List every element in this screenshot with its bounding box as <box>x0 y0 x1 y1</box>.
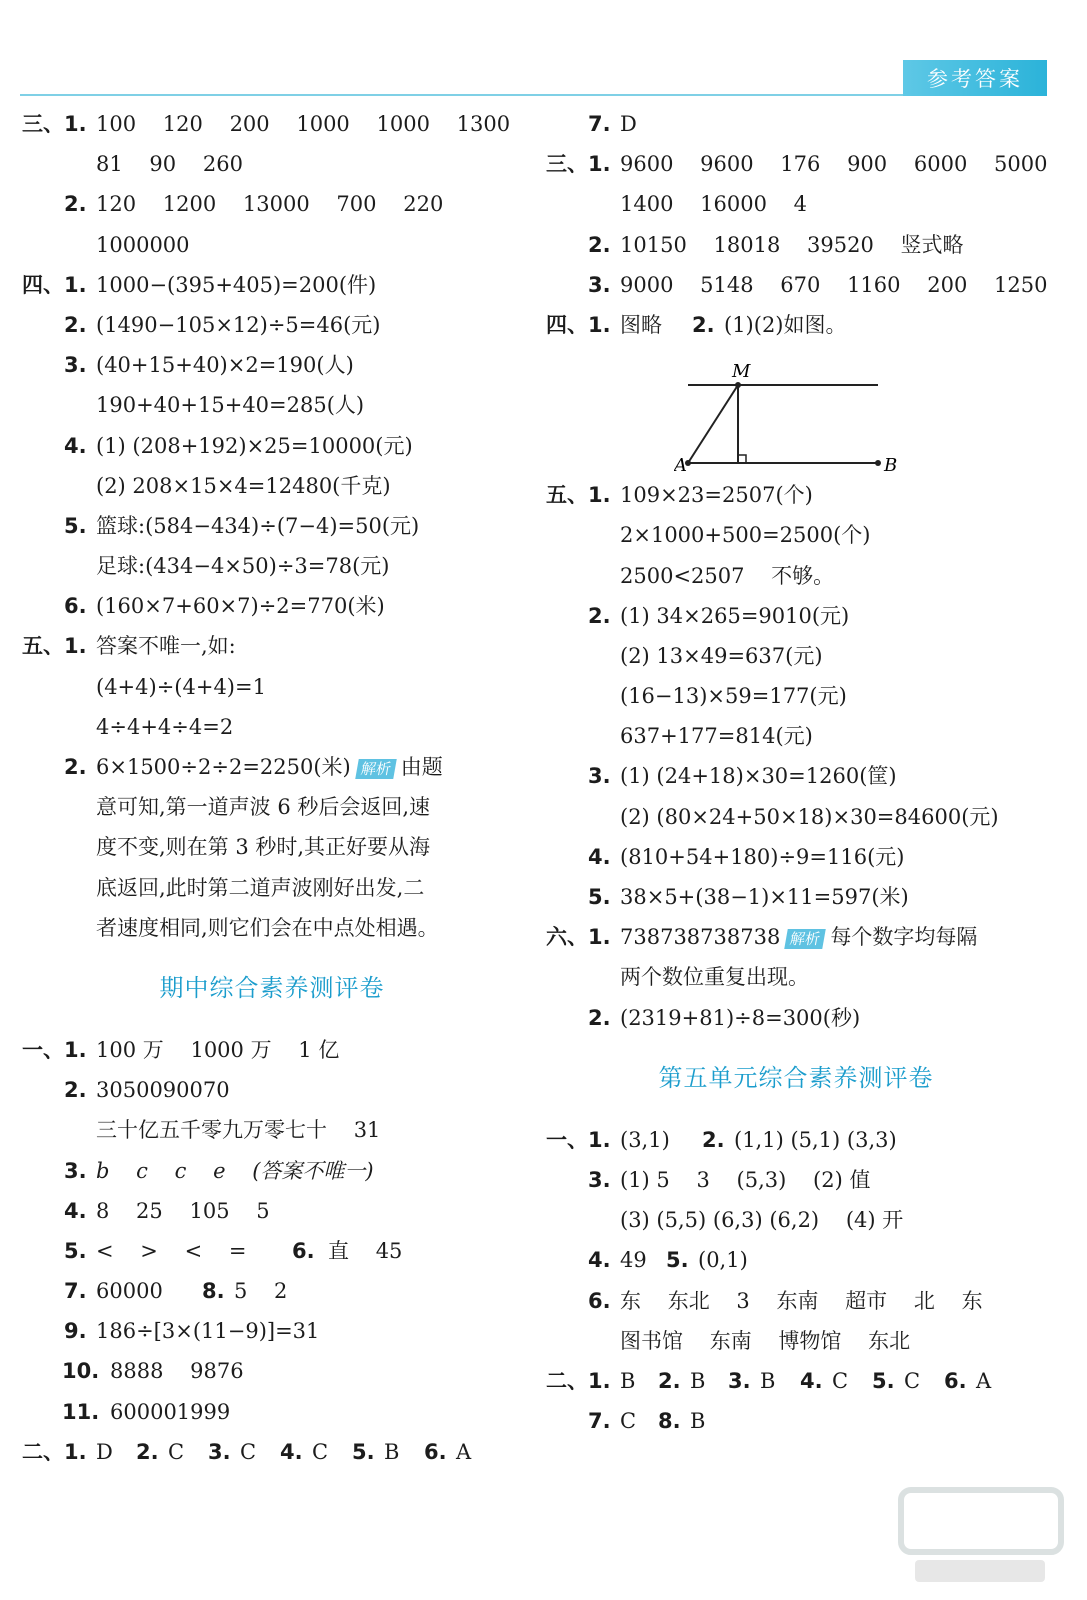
question-number: 3. <box>208 1439 231 1464</box>
answer-line <box>22 707 522 747</box>
question-number: 5. <box>64 513 87 538</box>
answer-line <box>22 827 522 867</box>
answer-text: b c c e (答案不唯一) <box>96 1158 374 1183</box>
question-number: 5. <box>588 885 611 909</box>
answer-text: 38×5+(38−1)×11=597(米) <box>620 885 909 909</box>
question-number: 3. <box>588 764 611 789</box>
answer-line <box>22 265 522 305</box>
question-number: 4. <box>280 1439 303 1464</box>
question-number: 3. <box>588 272 611 297</box>
answer-text: D <box>96 1439 113 1464</box>
watermark-logo <box>895 1480 1070 1590</box>
answer-text: (810+54+180)÷9=116(元) <box>620 844 905 869</box>
question-number: 8. <box>658 1409 681 1434</box>
answer-text: 3050090070 <box>96 1078 230 1103</box>
answer-line <box>546 1401 1046 1441</box>
answer-text: (3,1) <box>620 1127 670 1152</box>
section-number: 四、 <box>546 312 588 337</box>
section-number: 五、 <box>22 634 64 659</box>
question-number: 6. <box>64 594 87 619</box>
answer-line <box>546 104 1046 144</box>
question-number: 1. <box>64 1037 87 1062</box>
question-number: 2. <box>64 1078 87 1103</box>
question-number: 1. <box>588 1368 611 1393</box>
answer-line <box>546 475 1046 515</box>
answer-text: (4+4)÷(4+4)=1 <box>96 674 266 699</box>
answer-line <box>22 868 522 908</box>
answer-line <box>546 1361 1046 1401</box>
analysis-tag: 解析 <box>785 929 827 949</box>
answer-text: (2) 13×49=637(元) <box>620 643 823 668</box>
answer-text: B <box>690 1409 706 1434</box>
answer-line <box>22 385 522 425</box>
answer-text: B <box>620 1368 636 1393</box>
answer-line <box>22 1191 522 1231</box>
question-number: 6. <box>292 1238 315 1263</box>
answer-text: 186÷[3×(11−9)]=31 <box>96 1319 320 1344</box>
question-number: 6. <box>944 1368 967 1393</box>
answer-text: (2) (80×24+50×18)×30=84600(元) <box>620 804 999 829</box>
question-number: 2. <box>64 312 87 337</box>
question-number: 1. <box>64 1439 87 1464</box>
question-number: 10. <box>62 1359 100 1384</box>
header-rule <box>20 94 1040 96</box>
answer-text: 120 1200 13000 700 220 <box>96 192 444 217</box>
answer-text: 篮球:(584−434)÷(7−4)=50(元) <box>96 513 420 538</box>
answer-line <box>546 1160 1046 1200</box>
answer-text: B <box>690 1368 706 1393</box>
answer-text: 190+40+15+40=285(人) <box>96 393 365 418</box>
analysis-text: 由题 <box>400 755 443 779</box>
answer-text: C <box>904 1368 921 1393</box>
question-number: 2. <box>136 1439 159 1464</box>
answer-line <box>22 104 522 144</box>
question-number: 7. <box>588 112 611 136</box>
answer-line <box>546 917 1046 957</box>
answer-line <box>546 1321 1046 1361</box>
segment-ma <box>688 385 738 463</box>
answer-line <box>22 506 522 546</box>
answer-text: (0,1) <box>698 1248 748 1273</box>
answer-text: (1)(2)如图。 <box>724 312 847 337</box>
analysis-text: 底返回,此时第二道声波刚好出发,二 <box>96 875 425 900</box>
answer-text: 81 90 260 <box>96 152 243 177</box>
answer-line <box>546 716 1046 756</box>
section-number: 四、 <box>22 272 64 297</box>
answer-line <box>22 787 522 827</box>
answer-text: 637+177=814(元) <box>620 724 813 749</box>
answer-line <box>22 466 522 506</box>
answer-line <box>22 626 522 666</box>
point-b <box>875 460 881 466</box>
right-column <box>546 104 1046 1441</box>
answer-line <box>22 1030 522 1070</box>
answer-line <box>22 1070 522 1110</box>
answer-line <box>546 998 1046 1038</box>
label-b: B <box>884 455 898 476</box>
answer-line <box>546 636 1046 676</box>
question-number: 2. <box>692 312 715 337</box>
question-number: 2. <box>588 1005 611 1030</box>
answer-text: 答案不唯一,如: <box>96 634 236 659</box>
answer-text: 2×1000+500=2500(个) <box>620 523 871 548</box>
question-number: 8. <box>202 1279 225 1304</box>
answer-text: A <box>456 1439 472 1464</box>
answer-line <box>546 144 1046 184</box>
analysis-text: 意可知,第一道声波 6 秒后会返回,速 <box>96 795 431 820</box>
answer-line <box>22 667 522 707</box>
answer-text: B <box>384 1439 400 1464</box>
answer-text: (1,1) (5,1) (3,3) <box>734 1127 897 1152</box>
answer-text <box>96 747 443 787</box>
question-number: 4. <box>800 1368 823 1393</box>
question-number: 3. <box>588 1167 611 1192</box>
answer-text: C <box>168 1439 185 1464</box>
question-number: 6. <box>588 1288 611 1313</box>
label-m: M <box>732 361 751 383</box>
answer-text: (1) (24+18)×30=1260(筐) <box>620 764 897 789</box>
answer-text: 8 25 105 5 <box>96 1198 270 1223</box>
test-title: 期中综合素养测评卷 <box>159 973 385 1002</box>
section-number: 一、 <box>546 1127 588 1152</box>
question-number: 7. <box>588 1409 611 1434</box>
section-number: 六、 <box>546 925 588 950</box>
question-number: 3. <box>728 1368 751 1393</box>
question-number: 2. <box>658 1368 681 1393</box>
answer-line <box>546 225 1046 265</box>
answer-text: (160×7+60×7)÷2=770(米) <box>96 594 385 619</box>
answer-line <box>22 345 522 385</box>
answer-line <box>22 426 522 466</box>
question-number: 1. <box>588 152 611 177</box>
answer-text: (2) 208×15×4=12480(千克) <box>96 473 391 498</box>
answer-line <box>546 797 1046 837</box>
question-number: 1. <box>64 272 87 297</box>
answer-text: 100 万 1000 万 1 亿 <box>96 1037 340 1062</box>
answer-text: 1000000 <box>96 232 190 257</box>
question-number: 2. <box>64 192 87 217</box>
question-number: 6. <box>424 1439 447 1464</box>
question-number: 2. <box>702 1127 725 1152</box>
answer-formula: 738738738738 <box>620 925 781 950</box>
answer-line <box>22 1271 522 1311</box>
answer-line <box>546 1200 1046 1240</box>
answer-line <box>546 877 1046 917</box>
answer-text: 5 2 <box>234 1279 288 1304</box>
answer-text: (3) (5,5) (6,3) (6,2) (4) 开 <box>620 1208 904 1233</box>
answer-text: 600001999 <box>110 1399 231 1424</box>
answer-line <box>22 546 522 586</box>
answer-line <box>22 184 522 224</box>
answer-line <box>546 305 1046 345</box>
analysis-text: 者速度相同,则它们会在中点处相遇。 <box>96 915 439 940</box>
section-tab: 参考答案 <box>903 60 1047 96</box>
perpendicular-diagram <box>674 345 904 475</box>
question-number: 3. <box>64 353 87 378</box>
section-number: 三、 <box>546 152 588 177</box>
question-number: 5. <box>352 1439 375 1464</box>
question-number: 1. <box>588 483 611 508</box>
answer-line <box>22 225 522 265</box>
answer-text <box>620 917 977 957</box>
answer-line <box>546 556 1046 596</box>
answer-text: (1) 34×265=9010(元) <box>620 603 850 628</box>
answer-text: C <box>240 1439 257 1464</box>
section-number: 二、 <box>546 1368 588 1393</box>
answer-text: 足球:(434−4×50)÷3=78(元) <box>96 554 390 579</box>
answer-text: 8888 9876 <box>110 1359 244 1384</box>
answer-line <box>22 1392 522 1432</box>
answer-text: 图书馆 东南 博物馆 东北 <box>620 1328 911 1353</box>
answer-text: 49 <box>620 1248 647 1273</box>
question-number: 5. <box>872 1368 895 1393</box>
answer-line <box>546 515 1046 555</box>
left-column <box>22 104 522 1472</box>
answer-text: 三十亿五千零九万零七十 31 <box>96 1118 381 1143</box>
question-number: 2. <box>588 603 611 628</box>
question-number: 7. <box>64 1279 87 1304</box>
question-number: 2. <box>588 232 611 257</box>
answer-text: 9600 9600 176 900 6000 5000 <box>620 152 1048 177</box>
question-number: 5. <box>666 1248 689 1273</box>
answer-text: 1000−(395+405)=200(件) <box>96 272 377 297</box>
answer-text: < > < = <box>96 1238 247 1263</box>
section-number: 二、 <box>22 1439 64 1464</box>
section-number: 五、 <box>546 483 588 508</box>
answer-text: 4÷4+4÷4=2 <box>96 714 234 739</box>
answer-text: (2319+81)÷8=300(秒) <box>620 1005 861 1030</box>
answer-text: (16−13)×59=177(元) <box>620 684 847 709</box>
question-number: 4. <box>64 433 87 458</box>
answer-line <box>546 676 1046 716</box>
answer-text: A <box>976 1368 992 1393</box>
answer-line <box>546 837 1046 877</box>
answer-line <box>546 1281 1046 1321</box>
answer-text: (1) 5 3 (5,3) (2) 值 <box>620 1167 871 1192</box>
answer-line <box>22 747 522 787</box>
question-number: 1. <box>64 634 87 659</box>
question-number: 1. <box>64 112 87 136</box>
question-number: 3. <box>64 1158 87 1183</box>
right-angle-mark <box>738 455 746 463</box>
answer-text: C <box>312 1439 329 1464</box>
question-number: 1. <box>588 312 611 337</box>
answer-line <box>22 1110 522 1150</box>
analysis-text: 度不变,则在第 3 秒时,其正好要从海 <box>96 835 431 860</box>
label-a: A <box>674 455 687 476</box>
section-number: 一、 <box>22 1037 64 1062</box>
question-number: 2. <box>64 755 87 779</box>
answer-line <box>546 756 1046 796</box>
analysis-tag: 解析 <box>355 759 397 779</box>
analysis-text: 每个数字均每隔 <box>830 925 978 950</box>
answer-text: 1400 16000 4 <box>620 192 808 217</box>
answer-line <box>22 1432 522 1472</box>
answer-text: D <box>620 112 637 136</box>
answer-line <box>546 1240 1046 1280</box>
question-number: 1. <box>588 1127 611 1152</box>
geometry-figure <box>546 345 1046 475</box>
answer-text: 60000 <box>96 1279 163 1304</box>
question-number: 4. <box>588 1248 611 1273</box>
question-number: 11. <box>62 1399 100 1424</box>
question-number: 5. <box>64 1238 87 1263</box>
answer-text: C <box>832 1368 849 1393</box>
answer-line <box>22 1151 522 1191</box>
answer-line <box>22 144 522 184</box>
answer-text: (40+15+40)×2=190(人) <box>96 353 354 378</box>
answer-text: 图略 <box>620 312 662 337</box>
analysis-text: 两个数位重复出现。 <box>620 965 809 990</box>
answer-text: 直 45 <box>328 1238 403 1263</box>
answer-text: 109×23=2507(个) <box>620 483 813 508</box>
test-title: 第五单元综合素养测评卷 <box>658 1063 934 1092</box>
answer-line <box>22 1351 522 1391</box>
answer-formula: 6×1500÷2÷2=2250(米) <box>96 755 351 779</box>
answer-line <box>546 596 1046 636</box>
answer-text: 10150 18018 39520 竖式略 <box>620 232 964 257</box>
answer-text: 9000 5148 670 1160 200 1250 <box>620 272 1048 297</box>
answer-text: B <box>760 1368 776 1393</box>
answer-line <box>22 305 522 345</box>
answer-text: 100 120 200 1000 1000 1300 <box>96 112 511 136</box>
answer-text: C <box>620 1409 637 1434</box>
answer-line <box>546 265 1046 305</box>
answer-text: (1490−105×12)÷5=46(元) <box>96 312 381 337</box>
answer-line <box>546 957 1046 997</box>
question-number: 1. <box>588 925 611 950</box>
answer-text: (1) (208+192)×25=10000(元) <box>96 433 413 458</box>
answer-line <box>22 586 522 626</box>
answer-line <box>22 908 522 948</box>
question-number: 4. <box>588 844 611 869</box>
answer-text: 2500<2507 不够。 <box>620 563 835 588</box>
answer-text: 东 东北 3 东南 超市 北 东 <box>620 1288 983 1313</box>
answer-line <box>22 1231 522 1271</box>
answer-line <box>546 184 1046 224</box>
answer-line <box>22 1311 522 1351</box>
question-number: 4. <box>64 1198 87 1223</box>
answer-line <box>546 1120 1046 1160</box>
question-number: 9. <box>64 1319 87 1344</box>
section-number: 三、 <box>22 112 64 136</box>
point-m <box>735 382 741 388</box>
